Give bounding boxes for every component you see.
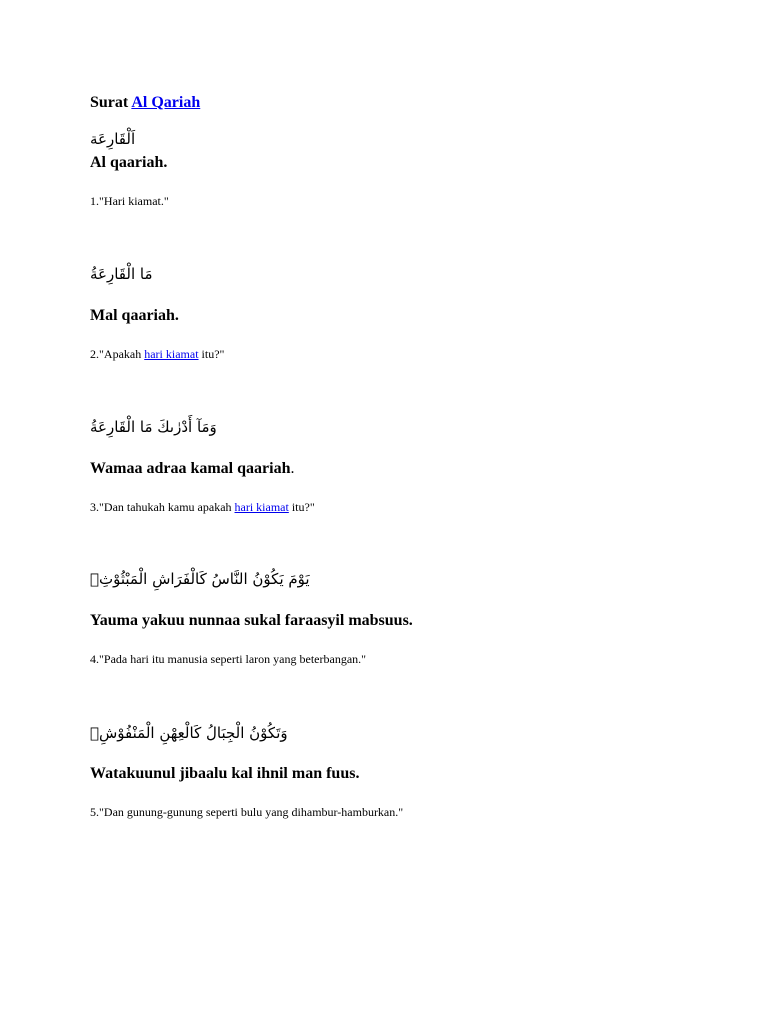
verse-4-latin: Yauma yakuu nunnaa sukal faraasyil mabsuus.: [90, 612, 413, 629]
verse-5-latin: Watakuunul jibaalu kal ihnil man fuus.: [90, 765, 360, 782]
verse-4-translation: [90, 650, 366, 668]
surah-link[interactable]: Al Qariah: [131, 94, 201, 111]
verse-1-latin: Al qaariah.: [90, 154, 168, 171]
verse-2-hari-kiamat-link[interactable]: hari kiamat: [144, 347, 199, 361]
verse-3-translation: [90, 498, 315, 516]
verse-5-translation-text: 5."Dan gunung-gunung seperti bulu yang dihambur-hamburkan.": [90, 805, 404, 819]
verse-4-translation-text: 4."Pada hari itu manusia seperti laron yang beterbangan.": [90, 652, 367, 666]
verse-1-translation-text: 1."Hari kiamat.": [90, 194, 169, 208]
verse-5-translation: [90, 803, 403, 821]
verse-2-latin: Mal qaariah.: [90, 307, 179, 324]
verse-2-translation: [90, 345, 224, 363]
verse-3-hari-kiamat-link[interactable]: hari kiamat: [234, 500, 289, 514]
verse-3-translation-pre: 3."Dan tahukah kamu apakah: [90, 500, 235, 514]
verse-3-latin-text: Wamaa adraa kamal qaariah: [90, 460, 291, 477]
verse-2-arabic: مَا الْقَارِعَةُ: [90, 265, 153, 283]
verse-3-latin-suffix: .: [290, 460, 295, 477]
verse-4-arabic: يَوْمَ يَكُوْنُ النَّاسُ كَالْفَرَاشِ الْمَبْثُوْثِۙ: [90, 570, 310, 588]
verse-3-arabic: وَمَآ أَدْرٰىكَ مَا الْقَارِعَةُ: [90, 418, 217, 436]
verse-3-translation-post: itu?": [288, 500, 315, 514]
verse-5-arabic: وَتَكُوْنُ الْجِبَالُ كَالْعِهْنِ الْمَنْفُوْشِۗ: [90, 724, 288, 742]
verse-2-translation-post: itu?": [198, 347, 225, 361]
page-title: [90, 92, 200, 114]
verse-1-arabic: اَلْقَارِعَة: [90, 130, 136, 148]
verse-2-translation-pre: 2."Apakah: [90, 347, 145, 361]
verse-3-latin: [90, 458, 294, 480]
title-prefix: Surat: [90, 94, 129, 111]
verse-1-translation: [90, 192, 169, 210]
